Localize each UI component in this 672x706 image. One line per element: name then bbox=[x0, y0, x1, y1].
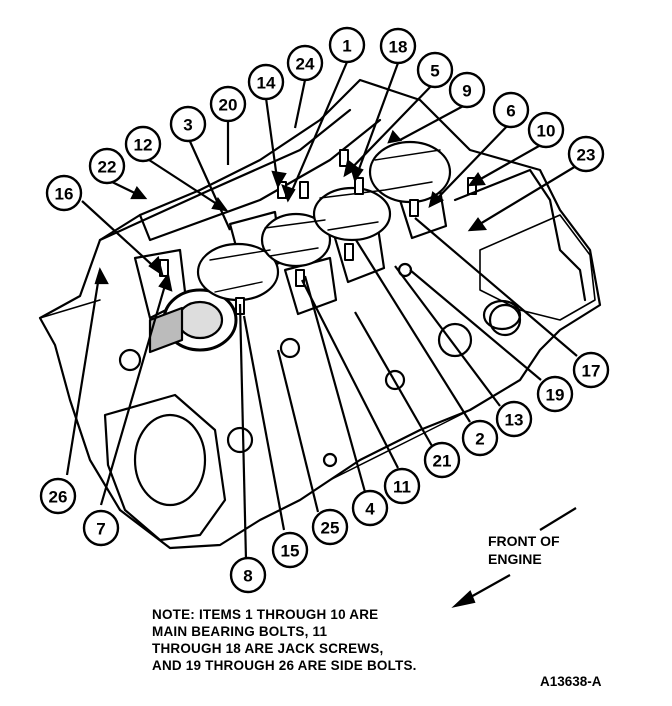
callout-number: 9 bbox=[462, 81, 472, 101]
callout-20 bbox=[211, 87, 245, 121]
callout-number: 16 bbox=[54, 184, 74, 204]
callout-number: 17 bbox=[581, 361, 601, 381]
callout-number: 3 bbox=[183, 115, 193, 135]
callout-16 bbox=[47, 176, 81, 210]
crank-seal bbox=[178, 302, 222, 338]
callout-12 bbox=[126, 127, 160, 161]
callout-number: 24 bbox=[295, 54, 315, 74]
figure-note bbox=[152, 606, 512, 674]
callout-6 bbox=[494, 93, 528, 127]
callout-1 bbox=[330, 28, 364, 62]
callout-number: 13 bbox=[504, 410, 524, 430]
callout-number: 25 bbox=[320, 518, 340, 538]
callout-13 bbox=[497, 402, 531, 436]
callout-19 bbox=[538, 377, 572, 411]
callout-7 bbox=[84, 511, 118, 545]
callout-number: 4 bbox=[365, 499, 375, 519]
callout-number: 22 bbox=[97, 157, 117, 177]
callout-number: 2 bbox=[475, 429, 485, 449]
callout-3 bbox=[171, 107, 205, 141]
callout-21 bbox=[425, 443, 459, 477]
callout-15 bbox=[273, 533, 307, 567]
note-line-2: MAIN BEARING BOLTS, 11 bbox=[152, 624, 328, 639]
callout-number: 14 bbox=[256, 73, 276, 93]
note-line-3: THROUGH 18 ARE JACK SCREWS, bbox=[152, 641, 384, 656]
callout-number: 10 bbox=[536, 121, 556, 141]
side-bolt-boss-5 bbox=[228, 428, 252, 452]
side-bolt-boss-1 bbox=[281, 339, 299, 357]
crank-throw-3 bbox=[314, 188, 390, 240]
callout-9 bbox=[450, 73, 484, 107]
callout-number: 26 bbox=[48, 487, 68, 507]
note-line-1: NOTE: ITEMS 1 THROUGH 10 ARE bbox=[152, 607, 379, 622]
callout-number: 12 bbox=[133, 135, 153, 155]
note-line-4: AND 19 THROUGH 26 ARE SIDE BOLTS. bbox=[152, 658, 417, 673]
rear-flange bbox=[105, 395, 225, 540]
callout-18 bbox=[381, 29, 415, 63]
front-label-line2: ENGINE bbox=[488, 551, 542, 567]
callout-17 bbox=[574, 353, 608, 387]
callout-number: 15 bbox=[280, 541, 300, 561]
callout-10 bbox=[529, 113, 563, 147]
callout-23 bbox=[569, 137, 603, 171]
side-bolt-boss-4 bbox=[490, 305, 520, 335]
callout-8 bbox=[231, 558, 265, 592]
callout-number: 20 bbox=[218, 95, 238, 115]
callout-number: 7 bbox=[96, 519, 106, 539]
callout-4 bbox=[353, 491, 387, 525]
callout-number: 21 bbox=[432, 451, 452, 471]
side-bolt-boss-6 bbox=[120, 350, 140, 370]
callout-number: 11 bbox=[393, 477, 411, 497]
callout-number: 1 bbox=[342, 36, 352, 56]
callout-22 bbox=[90, 149, 124, 183]
side-bolt-boss-7 bbox=[324, 454, 336, 466]
callout-25 bbox=[313, 510, 347, 544]
callout-5 bbox=[418, 53, 452, 87]
callout-number: 23 bbox=[576, 145, 596, 165]
callout-number: 8 bbox=[243, 566, 253, 586]
callout-26 bbox=[41, 479, 75, 513]
callout-14 bbox=[249, 65, 283, 99]
callout-number: 5 bbox=[430, 61, 440, 81]
callout-2 bbox=[463, 421, 497, 455]
callout-number: 18 bbox=[388, 37, 408, 57]
front-of-engine-label bbox=[488, 532, 560, 568]
callout-number: 19 bbox=[545, 385, 565, 405]
side-bolt-boss-3 bbox=[439, 324, 471, 356]
callout-24 bbox=[288, 46, 322, 80]
figure-id: A13638-A bbox=[540, 674, 602, 689]
callout-11 bbox=[385, 469, 419, 503]
front-label-line1: FRONT OF bbox=[488, 533, 560, 549]
callout-number: 6 bbox=[506, 101, 516, 121]
